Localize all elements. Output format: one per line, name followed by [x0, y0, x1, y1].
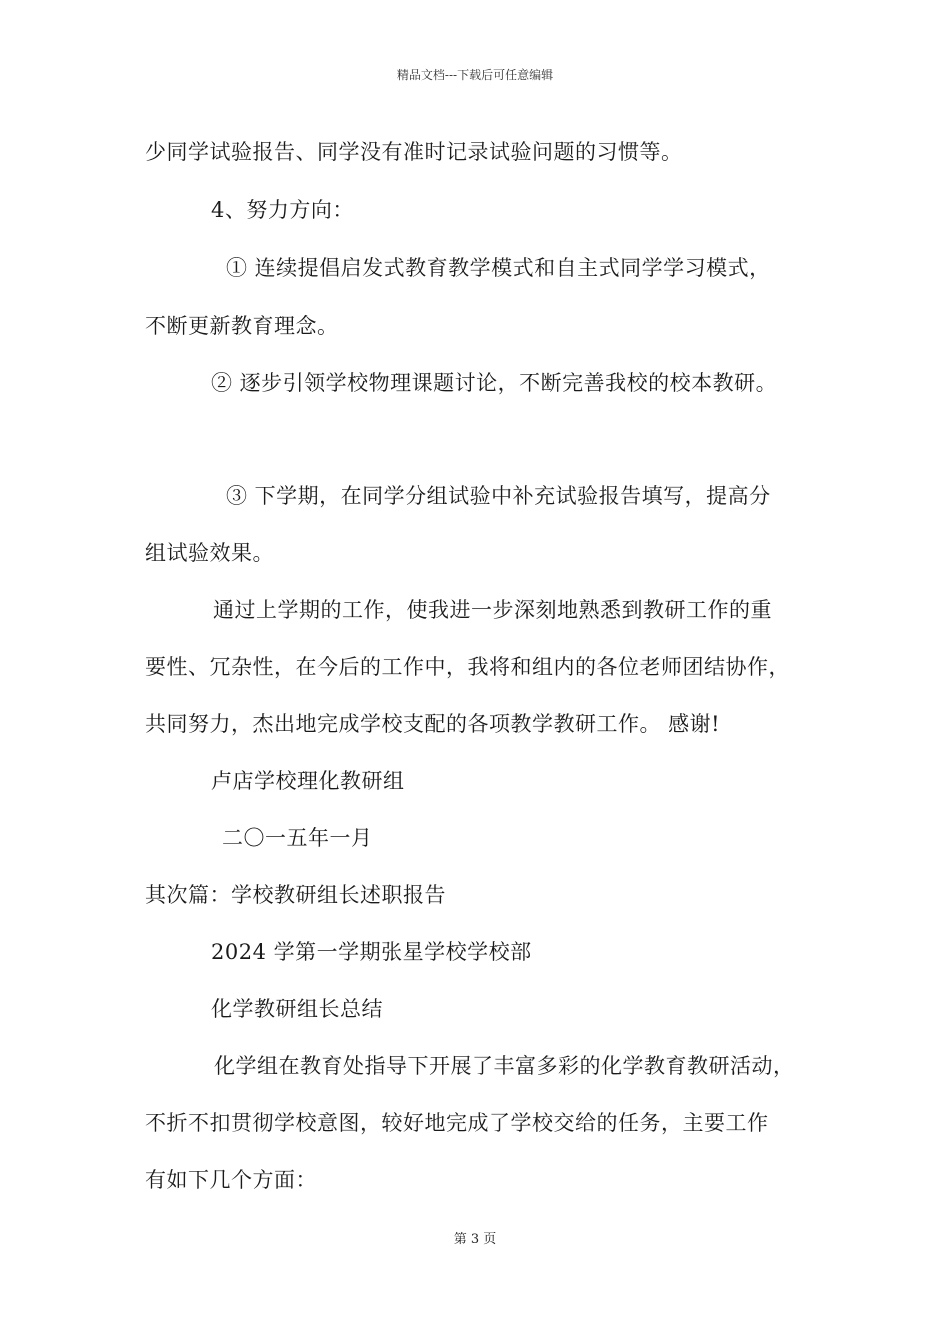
text-line-12: 二〇一五年一月 [222, 826, 373, 850]
text-line-10: 共同努力，杰出地完成学校支配的各项教学教研工作。 感谢! [145, 712, 721, 736]
text-line-7: 组试验效果。 [145, 541, 274, 565]
text-line-5: ② 逐步引领学校物理课题讨论，不断完善我校的校本教研。 [211, 371, 778, 395]
text-line-1: 少同学试验报告、同学没有准时记录试验问题的习惯等。 [145, 140, 683, 164]
text-line-11: 卢店学校理化教研组 [211, 769, 405, 793]
text-line-4: 不断更新教育理念。 [145, 314, 339, 338]
text-line-14: 2024 学第一学期张星学校学校部 [211, 940, 532, 964]
text-line-18: 有如下几个方面： [145, 1168, 317, 1192]
page-header: 精品文档---下载后可任意编辑 [396, 68, 554, 82]
text-line-16: 化学组在教育处指导下开展了丰富多彩的化学教育教研活动， [214, 1054, 795, 1078]
text-line-9: 要性、冗杂性，在今后的工作中，我将和组内的各位老师团结协作， [145, 655, 790, 679]
text-line-17: 不折不扣贯彻学校意图，较好地完成了学校交给的任务，主要工作 [145, 1111, 769, 1135]
text-line-13: 其次篇：学校教研组长述职报告 [145, 883, 446, 907]
text-line-3: ① 连续提倡启发式教育教学模式和自主式同学学习模式， [226, 256, 771, 280]
text-line-15: 化学教研组长总结 [211, 997, 383, 1021]
page-number: 第 3 页 [453, 1232, 497, 1247]
text-line-8: 通过上学期的工作，使我进一步深刻地熟悉到教研工作的重 [213, 598, 772, 622]
text-line-2: 4、努力方向： [211, 198, 354, 222]
text-line-6: ③ 下学期，在同学分组试验中补充试验报告填写，提高分 [226, 484, 771, 508]
